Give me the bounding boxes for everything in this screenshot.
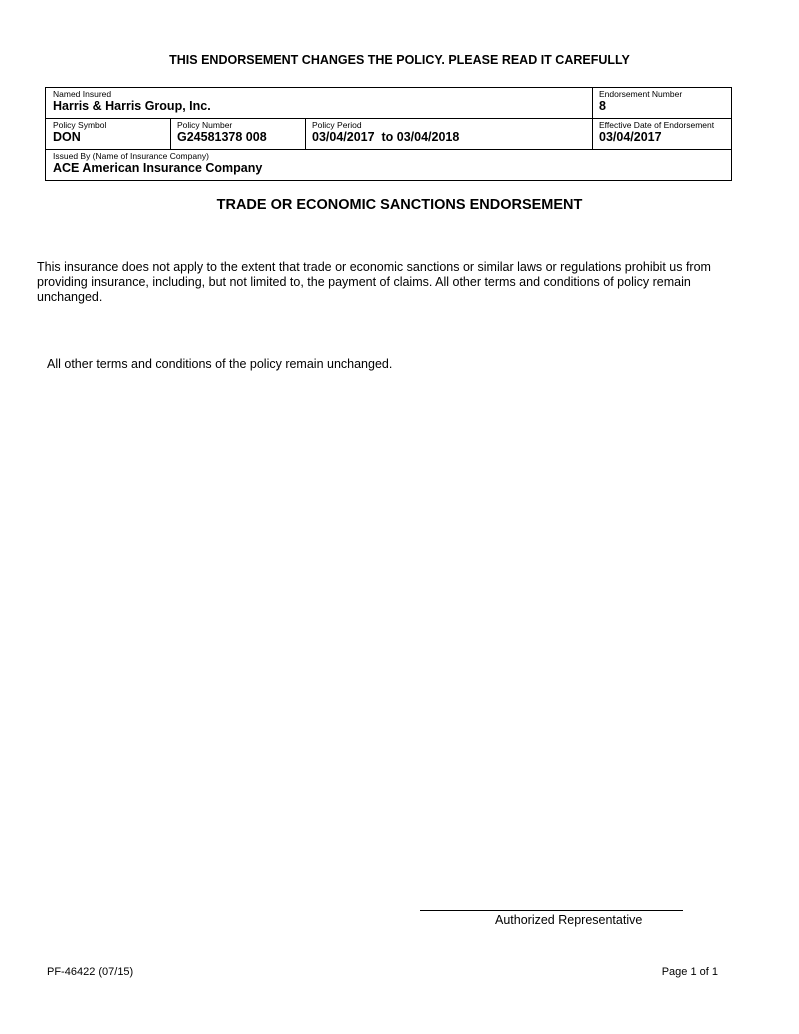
- effective-date-cell: [599, 120, 714, 145]
- policy-number-cell: [177, 120, 267, 145]
- column-divider: [305, 118, 306, 149]
- policy-period-label: Policy Period: [312, 120, 362, 130]
- endorsement-notice: THIS ENDORSEMENT CHANGES THE POLICY. PLEASE READ IT CAREFULLY: [169, 53, 630, 67]
- row-divider: [46, 149, 731, 150]
- endorsement-number-value: 8: [599, 99, 606, 113]
- form-number: PF-46422 (07/15): [47, 966, 134, 978]
- issued-by-value: ACE American Insurance Company: [53, 161, 263, 175]
- sanctions-paragraph: This insurance does not apply to the extent that trade or economic sanctions or similar laws or regulations prohibit us from providing insurance, including, but not limited to, the payment of claims. All other terms and conditions of policy remain unchanged.: [37, 260, 711, 304]
- endorsement-number-cell: [599, 89, 682, 114]
- named-insured-label: Named Insured: [53, 89, 112, 99]
- signature-label: Authorized Representative: [495, 913, 643, 927]
- policy-number-label: Policy Number: [177, 120, 233, 130]
- named-insured-value: Harris & Harris Group, Inc.: [53, 99, 211, 113]
- policy-symbol-value: DON: [53, 130, 81, 144]
- policy-number-value: G24581378 008: [177, 130, 267, 144]
- column-divider: [592, 88, 593, 149]
- endorsement-number-label: Endorsement Number: [599, 89, 683, 99]
- page-number: Page 1 of 1: [661, 966, 718, 978]
- named-insured-cell: [53, 89, 211, 114]
- policy-period-value: 03/04/2017 to 03/04/2018: [312, 130, 460, 144]
- policy-period-cell: [312, 120, 459, 145]
- policy-symbol-label: Policy Symbol: [53, 120, 107, 130]
- effective-date-label: Effective Date of Endorsement: [599, 120, 715, 130]
- effective-date-value: 03/04/2017: [599, 130, 662, 144]
- closing-statement: All other terms and conditions of the policy remain unchanged.: [47, 357, 393, 371]
- endorsement-title: TRADE OR ECONOMIC SANCTIONS ENDORSEMENT: [216, 197, 583, 213]
- policy-symbol-cell: [53, 120, 106, 145]
- policy-info-box: [45, 87, 732, 181]
- signature-line: [420, 910, 683, 911]
- issued-by-label: Issued By (Name of Insurance Company): [53, 151, 209, 161]
- column-divider: [170, 118, 171, 149]
- issued-by-cell: [53, 151, 262, 176]
- row-divider: [46, 118, 731, 119]
